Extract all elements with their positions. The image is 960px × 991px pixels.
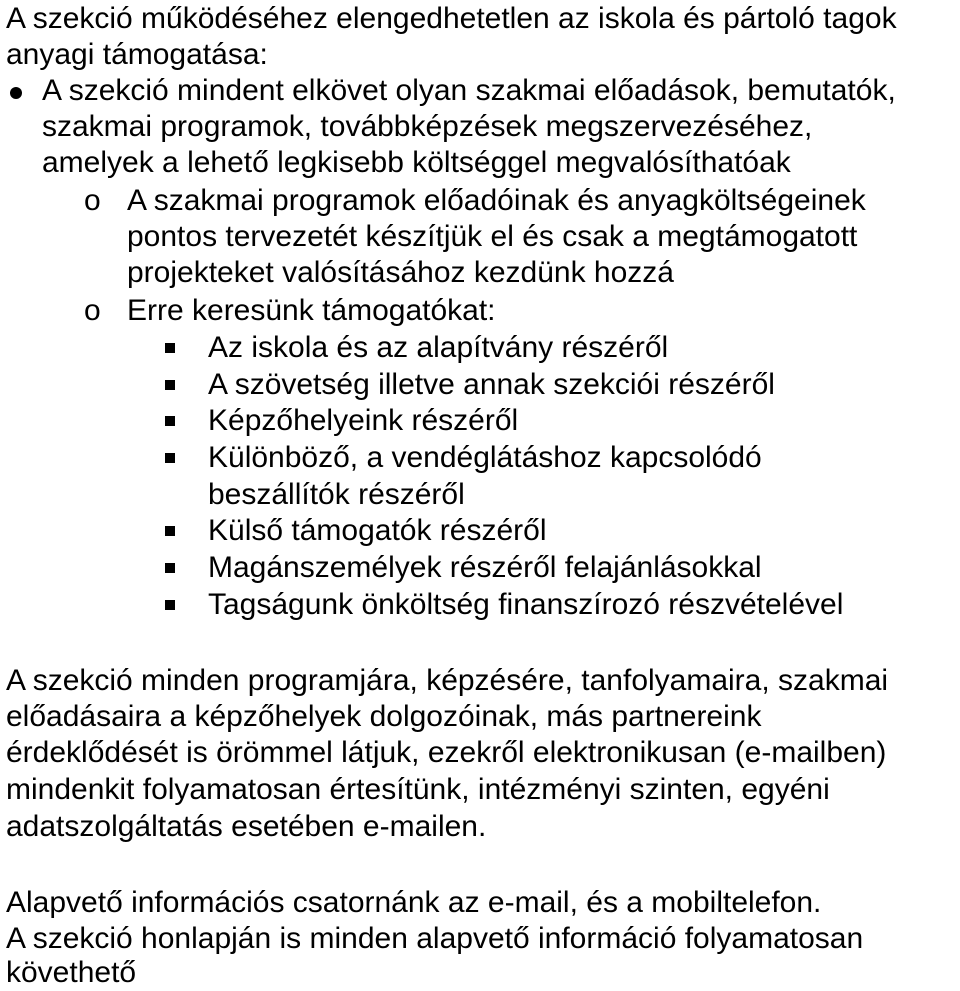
square-bullet-icon <box>165 526 175 536</box>
level2-line: pontos tervezetét készítjük el és csak a megtámogatott <box>127 220 858 253</box>
circle-bullet-icon: o <box>84 184 101 217</box>
level2-line: projekteket valósításához kezdünk hozzá <box>127 256 674 289</box>
level1-line: amelyek a lehető legkisebb költséggel megvalósíthatóak <box>42 146 791 179</box>
level2-line: A szakmai programok előadóinak és anyagköltségeinek <box>127 184 866 217</box>
level3-line: A szövetség illetve annak szekciói részéről <box>208 368 775 401</box>
paragraph2-line: előadásaira a képzőhelyek dolgozóinak, más partnereink <box>6 700 762 733</box>
square-bullet-icon <box>165 343 175 353</box>
level3-line: Tagságunk önköltség finanszírozó részvételével <box>208 588 844 621</box>
square-bullet-icon <box>165 416 175 426</box>
level3-line: Az iskola és az alapítvány részéről <box>208 331 669 364</box>
bullet-dot-icon <box>10 87 22 99</box>
paragraph3-line: követhető <box>6 956 137 989</box>
level3-line: Képzőhelyeink részéről <box>208 404 519 437</box>
paragraph3-line: A szekció honlapján is minden alapvető információ folyamatosan <box>6 922 864 955</box>
square-bullet-icon <box>165 563 175 573</box>
level1-line: szakmai programok, továbbképzések megszervezéséhez, <box>42 110 813 143</box>
intro-line: anyagi támogatása: <box>6 38 268 71</box>
level3-line: beszállítók részéről <box>208 478 465 511</box>
level3-line: Magánszemélyek részéről felajánlásokkal <box>208 551 762 584</box>
square-bullet-icon <box>165 600 175 610</box>
paragraph2-line: mindenkit folyamatosan értesítünk, intézményi szinten, egyéni <box>6 773 830 806</box>
circle-bullet-icon: o <box>84 294 101 327</box>
paragraph3-line: Alapvető információs csatornánk az e-mail, és a mobiltelefon. <box>6 886 822 919</box>
level3-line: Külső támogatók részéről <box>208 514 547 547</box>
intro-line: A szekció működéséhez elengedhetetlen az iskola és pártoló tagok <box>6 2 897 35</box>
paragraph2-line: érdeklődését is örömmel látjuk, ezekről elektronikusan (e-mailben) <box>6 736 887 769</box>
square-bullet-icon <box>165 453 175 463</box>
level1-line: A szekció mindent elkövet olyan szakmai előadások, bemutatók, <box>42 74 896 107</box>
paragraph2-line: adatszolgáltatás esetében e-mailen. <box>6 810 487 843</box>
square-bullet-icon <box>165 380 175 390</box>
level3-line: Különböző, a vendéglátáshoz kapcsolódó <box>208 441 762 474</box>
level2-line: Erre keresünk támogatókat: <box>127 294 496 327</box>
paragraph2-line: A szekció minden programjára, képzésére, tanfolyamaira, szakmai <box>6 664 889 697</box>
